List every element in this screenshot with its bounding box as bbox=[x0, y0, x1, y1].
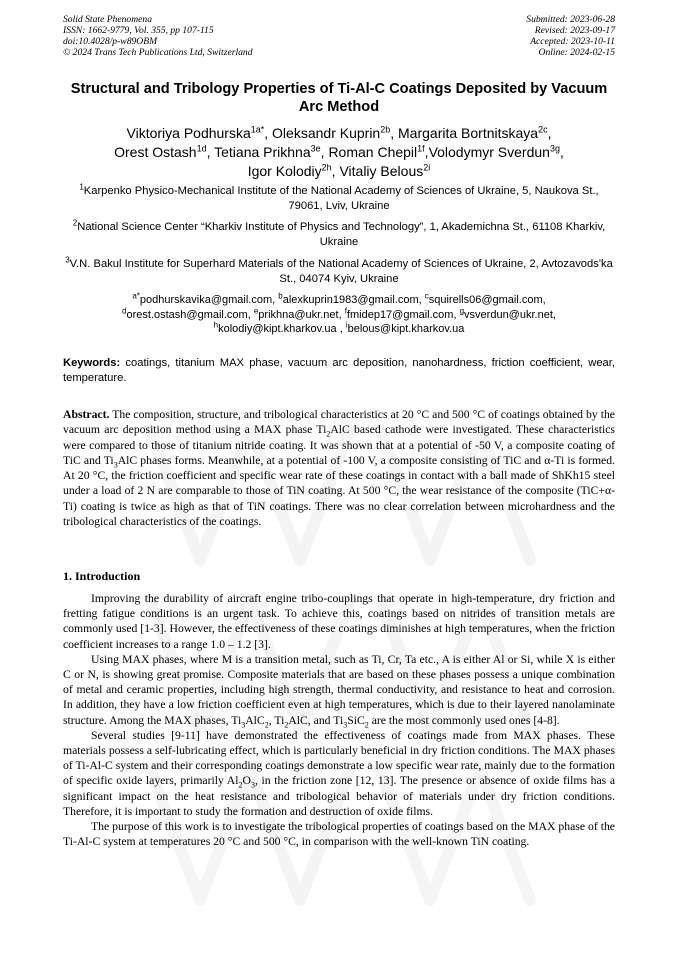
introduction-body bbox=[63, 591, 615, 849]
author-affiliation-marker: 3e bbox=[310, 143, 321, 154]
author-affiliation-marker: 1d bbox=[196, 143, 207, 154]
author-affiliation-marker: 2c bbox=[538, 124, 548, 135]
paper-title: Structural and Tribology Properties of Ti-Al-C Coatings Deposited by Vacuum Arc Method bbox=[70, 81, 608, 115]
email-address[interactable]: belous@kipt.kharkov.ua bbox=[347, 323, 465, 335]
copyright: © 2024 Trans Tech Publications Ltd, Switzerland bbox=[63, 47, 253, 58]
journal-header bbox=[63, 14, 615, 64]
author-name: Volodymyr Sverdun bbox=[428, 144, 550, 160]
affiliation-marker: 3 bbox=[65, 255, 70, 265]
keywords bbox=[63, 356, 615, 386]
email-marker: b bbox=[278, 291, 283, 301]
issn-volume: ISSN: 1662-9779, Vol. 355, pp 107-115 bbox=[63, 25, 214, 36]
author-name: Igor Kolodiy bbox=[247, 163, 322, 179]
affiliation-1 bbox=[63, 184, 615, 214]
date-revised: Revised: 2023-09-17 bbox=[534, 25, 615, 36]
section-heading: 1. Introduction bbox=[63, 569, 141, 583]
journal-info bbox=[63, 14, 253, 58]
email-marker: h bbox=[213, 320, 219, 330]
email-marker: e bbox=[253, 305, 259, 315]
email-marker: a* bbox=[132, 291, 140, 301]
author-emails: $^{a*}$podhurskavika@gmail.com, $^b$alexkuprin1983@gmail.com, $^c$squirells06@gmail.com, $^d$orest.ostash@gmail.com, $^e$prikhna@ukr.net, $^f$fmidep17@gmail.com, $^g$vsverdun@ukr.net, $^h$kolodiy@kipt.kharkov.ua , $^i$belous@kipt.kharkov.ua bbox=[122, 291, 556, 335]
date-submitted: Submitted: 2023-06-28 bbox=[526, 14, 615, 25]
author-affiliation-marker: 2b bbox=[380, 124, 391, 135]
author-name: Viktoriya Podhurska bbox=[126, 125, 251, 141]
doi: doi:10.4028/p-w89OBM bbox=[63, 36, 158, 47]
author-list: Viktoriya Podhurska$^{1a*}$, Oleksandr Kuprin$^{2b}$, Margarita Bortnitskaya$^{2c}$, Orest Ostash$^{1d}$, Tetiana Prikhna$^{3e}$, Roman Chepil$^{1f}$,Volodymyr Sverdun$^{3g}$, Igor Kolodiy$^{2h}$, Vitaliy Belous$^{2i}$ bbox=[114, 124, 564, 179]
body-paragraph: Improving the durability of aircraft engine tribo-couplings that operate in high-temperature, dry friction and fretting fatigue conditions is an urgent task. To achieve this, coatings based on nitrides of transition metals are commonly used [1-3]. However, the effectiveness of these coatings diminishes at high temperatures, when the friction coefficient increases to a range 1.0 – 1.2 [3]. bbox=[63, 592, 615, 651]
publication-dates bbox=[526, 14, 615, 58]
abstract bbox=[63, 407, 615, 529]
email-address[interactable]: fmidep17@gmail.com bbox=[346, 308, 454, 321]
author-affiliation-marker: 3g bbox=[549, 143, 560, 154]
email-address[interactable]: orest.ostash@gmail.com bbox=[126, 308, 248, 321]
body-paragraph: Several studies [9-11] have demonstrated the effectiveness of coatings made from MAX phases. These materials possess a self-lubricating effect, which is particularly beneficial in dry friction conditions. The MAX phases of Ti-Al-C system and their corresponding coatings demonstrate a low specific wear rate, mainly due to the formation of specific oxide layers, primarily $Al_2O_3$, in the friction zone [12, 13]. The presence or absence of oxide films has a significant impact on the heat resistance and tribological behavior of materials under dry friction conditions. Therefore, it is important to study the formation and destruction of oxide films. bbox=[63, 728, 616, 818]
author-name: Orest Ostash bbox=[114, 144, 197, 160]
email-marker: c bbox=[424, 291, 429, 301]
author-name: Vitaliy Belous bbox=[339, 163, 424, 179]
keywords-text: coatings, titanium MAX phase, vacuum arc deposition, nanohardness, friction coefficient, wear, temperature. bbox=[63, 357, 615, 384]
body-paragraph: Using MAX phases, where M is a transition metal, such as Ti, Cr, Ta etc., A is either Al or Si, while X is either C or N, is showing great promise. Composite materials that are based on these phases possess a unique combination of metal and ceramic properties, including high strength, thermal conductivity, and resistance to heat and corrosion. In addition, they have a low friction coefficient even at high temperatures, which is due to their layered nanolaminate structure. Among the MAX phases, $Ti_3AlC_2$, $Ti_2AlC$, and $Ti_3SiC_2$ are the most commonly used ones [4-8]. bbox=[63, 652, 615, 729]
keywords-label: Keywords: bbox=[63, 357, 121, 369]
affiliation-text: Karpenko Physico-Mechanical Institute of the National Academy of Sciences of Ukraine, 5, Naukova St., 79061, Lviv, Ukraine bbox=[83, 185, 599, 212]
date-accepted: Accepted: 2023-10-11 bbox=[530, 36, 615, 47]
email-address[interactable]: vsverdun@ukr.net bbox=[464, 308, 553, 321]
author-affiliation-marker: 2h bbox=[321, 162, 332, 173]
author-affiliation-marker: 1f bbox=[417, 143, 425, 154]
author-name: Roman Chepil bbox=[328, 144, 418, 160]
author-affiliation-marker: 1a* bbox=[250, 124, 265, 135]
author-name: Margarita Bortnitskaya bbox=[398, 125, 539, 141]
affiliation-marker: 1 bbox=[79, 182, 84, 192]
body-paragraph: The purpose of this work is to investigate the tribological properties of coatings based on the MAX phase of the Ti-Al-C system at temperatures 20 °C and 500 °C, in comparison with the well-known TiN coating. bbox=[63, 820, 615, 849]
email-marker: i bbox=[345, 320, 348, 330]
affiliation-text: National Science Center “Kharkiv Institute of Physics and Technology”, 1, Akademichna St., 61108 Kharkiv, Ukraine bbox=[77, 221, 606, 248]
abstract-label: Abstract. bbox=[63, 408, 110, 421]
affiliation-text: V.N. Bakul Institute for Superhard Materials of the National Academy of Sciences of Ukraine, 2, Avtozavods'ka St., 04074 Kyiv, Ukraine bbox=[69, 258, 613, 285]
affiliation-3 bbox=[63, 257, 615, 287]
affiliation-marker: 2 bbox=[72, 218, 78, 228]
affiliation-2 bbox=[63, 220, 615, 250]
email-address[interactable]: kolodiy@kipt.kharkov.ua bbox=[218, 323, 337, 335]
journal-name: Solid State Phenomena bbox=[63, 14, 152, 25]
email-address[interactable]: alexkuprin1983@gmail.com bbox=[282, 294, 419, 306]
email-address[interactable]: podhurskavika@gmail.com bbox=[139, 294, 273, 306]
abstract-text: The composition, structure, and tribological characteristics at 20 °C and 500 °C of coatings obtained by the vacuum arc deposition method using a MAX phase $Ti_2AlC$ based cathode were investigated. These characteristics were compared to those of titanium nitride coating. It was shown that at a potential of -50 V, a composite coating of TiC and $Ti_3AlC$ phases forms. Meanwhile, at a potential of -100 V, a composite consisting of TiC and α-Ti is formed. At 20 °C, the friction coefficient and specific wear rate of these coatings in contact with a ball made of ShKh15 steel under a load of 2 N are comparable to those of TiN coating. At 500 °C, the wear resistance of the composite (TiC+α-Ti) coating is twice as high as that of TiN coatings. There was no clear correlation between microhardness and the tribological characteristics of the coatings. bbox=[63, 408, 615, 529]
email-marker: g bbox=[459, 305, 465, 315]
date-online: Online: 2024-02-15 bbox=[538, 47, 615, 58]
email-marker: d bbox=[122, 305, 127, 315]
email-marker: f bbox=[344, 305, 347, 315]
email-address[interactable]: squirells06@gmail.com bbox=[428, 294, 543, 306]
author-affiliation-marker: 2i bbox=[423, 162, 431, 173]
author-name: Oleksandr Kuprin bbox=[272, 125, 381, 141]
author-name: Tetiana Prikhna bbox=[214, 144, 311, 160]
email-address[interactable]: prikhna@ukr.net bbox=[258, 308, 339, 321]
